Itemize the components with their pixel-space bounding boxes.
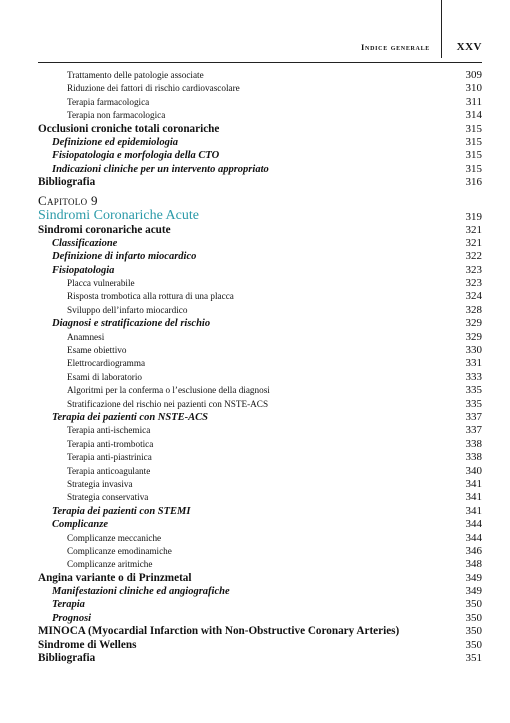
toc-entry-title: Fisiopatologia e morfologia della CTO	[52, 150, 220, 162]
toc-entry-title: Diagnosi e stratificazione del rischio	[52, 318, 211, 330]
toc-entry-level-2[interactable]	[38, 69, 482, 82]
toc-entry-level-2[interactable]	[38, 532, 482, 545]
toc-entry-page: 323	[465, 263, 482, 276]
toc-entry-level-0[interactable]	[38, 639, 482, 652]
toc-entry-title: Esami di laboratorio	[67, 371, 143, 382]
toc-entry-level-2[interactable]	[38, 451, 482, 464]
toc-entry-page: 350	[465, 598, 482, 611]
toc-entry-page: 315	[465, 135, 482, 148]
toc-entry-level-2[interactable]	[38, 344, 482, 357]
toc-entry-title: Occlusioni croniche totali coronariche	[38, 122, 220, 135]
toc-entry-level-0[interactable]	[38, 176, 482, 189]
toc-entry-level-2[interactable]	[38, 438, 482, 451]
toc-entry-level-1[interactable]	[38, 149, 482, 162]
toc-entry-page: 315	[465, 162, 482, 175]
toc-entry-page: 330	[465, 344, 482, 357]
toc-entry-page: 329	[465, 317, 482, 330]
toc-entry-page: 314	[465, 109, 482, 122]
toc-entry-title: Indicazioni cliniche per un intervento appropriato	[52, 163, 269, 175]
toc-entry-title: Terapia non farmacologica	[67, 110, 166, 121]
toc-entry-page: 350	[465, 638, 482, 651]
toc-entry-page: 350	[465, 625, 482, 638]
toc-entry-level-0[interactable]	[38, 625, 482, 638]
toc-entry-level-2[interactable]	[38, 357, 482, 370]
toc-entry-level-0[interactable]	[38, 224, 482, 237]
toc-entry-title: Trattamento delle patologie associate	[67, 70, 204, 80]
toc-entry-level-1[interactable]	[38, 505, 482, 518]
toc-entry-level-0[interactable]	[38, 572, 482, 585]
chapter-title[interactable]	[38, 207, 482, 224]
toc-entry-title: Terapia anti-trombotica	[67, 438, 154, 449]
toc-entry-page: 349	[465, 571, 482, 584]
toc-entry-title: Complicanze	[52, 519, 109, 531]
toc-entry-title: Elettrocardiogramma	[67, 358, 146, 369]
header-label: Indice generale	[361, 42, 430, 52]
toc-entry-level-1[interactable]	[38, 585, 482, 598]
toc-entry-level-1[interactable]	[38, 264, 482, 277]
toc-entry-page: 351	[465, 652, 482, 665]
toc-entry-page: 316	[465, 176, 482, 189]
toc-entry-level-2[interactable]	[38, 384, 482, 397]
toc-entry-page: 344	[465, 531, 482, 544]
toc-entry-level-2[interactable]	[38, 545, 482, 558]
toc-entry-level-2[interactable]	[38, 96, 482, 109]
toc-entry-page: 321	[465, 223, 482, 236]
toc-entry-title: Sindrome di Wellens	[38, 638, 137, 651]
toc-entry-level-1[interactable]	[38, 518, 482, 531]
toc-entry-page: 309	[465, 69, 482, 81]
toc-entry-page: 337	[465, 424, 482, 437]
toc-entry-page: 338	[465, 451, 482, 464]
toc-entry-page: 328	[465, 303, 482, 316]
toc-entry-title: Terapia	[52, 599, 85, 611]
toc-entry-level-1[interactable]	[38, 136, 482, 149]
header-rule	[38, 62, 482, 63]
toc-entry-page: 338	[465, 437, 482, 450]
toc-entry-page: 322	[465, 250, 482, 263]
chapter-label[interactable]	[38, 190, 482, 207]
toc-entry-title: Esame obiettivo	[67, 345, 127, 356]
toc-entry-title: Sindromi Coronariche Acute	[38, 207, 199, 223]
table-of-contents	[38, 69, 482, 665]
toc-entry-page: 324	[465, 290, 482, 303]
toc-entry-level-1[interactable]	[38, 598, 482, 611]
toc-entry-level-2[interactable]	[38, 304, 482, 317]
toc-entry-title: Capitolo 9	[38, 192, 98, 208]
toc-entry-title: Prognosi	[52, 612, 92, 624]
toc-entry-level-1[interactable]	[38, 612, 482, 625]
toc-entry-page: 335	[465, 384, 482, 397]
toc-entry-level-0[interactable]	[38, 652, 482, 665]
toc-entry-page: 333	[465, 370, 482, 383]
toc-entry-page: 310	[465, 82, 482, 95]
toc-entry-title: Terapia anticoagulante	[67, 465, 151, 476]
toc-entry-title: Bibliografia	[38, 652, 96, 665]
toc-entry-page: 319	[465, 210, 482, 223]
running-header	[38, 42, 482, 56]
toc-entry-level-2[interactable]	[38, 82, 482, 95]
toc-entry-level-2[interactable]	[38, 277, 482, 290]
toc-entry-page: 346	[465, 544, 482, 557]
toc-entry-page: 315	[465, 122, 482, 135]
toc-entry-page: 323	[465, 277, 482, 290]
toc-entry-title: Strategia invasiva	[67, 478, 133, 489]
toc-entry-title: Sviluppo dell’infarto miocardico	[67, 304, 188, 315]
toc-entry-level-0[interactable]	[38, 123, 482, 136]
toc-entry-title: Terapia anti-piastrinica	[67, 452, 152, 463]
toc-entry-title: Placca vulnerabile	[67, 278, 135, 289]
toc-entry-level-1[interactable]	[38, 250, 482, 263]
toc-entry-title: Complicanze emodinamiche	[67, 545, 172, 556]
toc-entry-level-1[interactable]	[38, 163, 482, 176]
toc-entry-page: 337	[465, 410, 482, 423]
toc-entry-title: Definizione ed epidemiologia	[52, 136, 178, 148]
toc-entry-level-2[interactable]	[38, 558, 482, 571]
toc-entry-page: 311	[465, 95, 482, 108]
toc-entry-title: Stratificazione del rischio nei pazienti con NSTE-ACS	[67, 398, 269, 409]
toc-entry-title: MINOCA (Myocardial Infarction with Non-Obstructive Coronary Arteries)	[38, 625, 400, 638]
toc-entry-page: 348	[465, 558, 482, 571]
toc-entry-page: 340	[465, 464, 482, 477]
toc-entry-title: Anamnesi	[67, 331, 105, 342]
toc-entry-title: Terapia farmacologica	[67, 96, 150, 107]
toc-entry-title: Manifestazioni cliniche ed angiografiche	[52, 586, 230, 598]
toc-entry-level-2[interactable]	[38, 331, 482, 344]
toc-entry-title: Terapia anti-ischemica	[67, 425, 151, 436]
toc-entry-level-2[interactable]	[38, 424, 482, 437]
toc-entry-page: 341	[465, 477, 482, 490]
toc-entry-level-2[interactable]	[38, 491, 482, 504]
toc-entry-level-2[interactable]	[38, 371, 482, 384]
toc-entry-title: Angina variante o di Prinzmetal	[38, 571, 192, 584]
toc-entry-title: Complicanze meccaniche	[67, 532, 162, 543]
toc-entry-title: Complicanze aritmiche	[67, 559, 153, 570]
toc-entry-level-2[interactable]	[38, 398, 482, 411]
toc-entry-level-2[interactable]	[38, 109, 482, 122]
toc-entry-page: 350	[465, 611, 482, 624]
toc-entry-level-2[interactable]	[38, 478, 482, 491]
toc-entry-level-1[interactable]	[38, 411, 482, 424]
toc-entry-title: Definizione di infarto miocardico	[52, 251, 197, 263]
toc-entry-page: 329	[465, 330, 482, 343]
toc-entry-title: Algoritmi per la conferma o l’esclusione della diagnosi	[67, 385, 270, 396]
header-page-number: XXV	[456, 41, 482, 53]
toc-entry-page: 344	[465, 518, 482, 531]
toc-entry-title: Fisiopatologia	[52, 264, 115, 276]
toc-entry-level-1[interactable]	[38, 317, 482, 330]
toc-entry-level-2[interactable]	[38, 465, 482, 478]
toc-entry-page: 341	[465, 504, 482, 517]
toc-entry-title: Bibliografia	[38, 176, 96, 189]
toc-entry-page: 321	[465, 236, 482, 249]
toc-entry-title: Classificazione	[52, 237, 118, 249]
toc-entry-title: Terapia dei pazienti con NSTE-ACS	[52, 411, 208, 423]
toc-entry-page: 315	[465, 149, 482, 162]
toc-entry-title: Sindromi coronariche acute	[38, 223, 171, 236]
toc-entry-page: 335	[465, 397, 482, 410]
toc-entry-level-2[interactable]	[38, 290, 482, 303]
toc-entry-title: Terapia dei pazienti con STEMI	[52, 505, 191, 517]
toc-entry-page: 341	[465, 491, 482, 504]
toc-entry-title: Strategia conservativa	[67, 492, 149, 503]
toc-entry-title: Riduzione dei fattori di rischio cardiovascolare	[67, 83, 240, 94]
toc-entry-page: 349	[465, 585, 482, 598]
toc-entry-page: 331	[465, 357, 482, 370]
toc-entry-level-1[interactable]	[38, 237, 482, 250]
toc-entry-title: Risposta trombotica alla rottura di una placca	[67, 291, 234, 302]
